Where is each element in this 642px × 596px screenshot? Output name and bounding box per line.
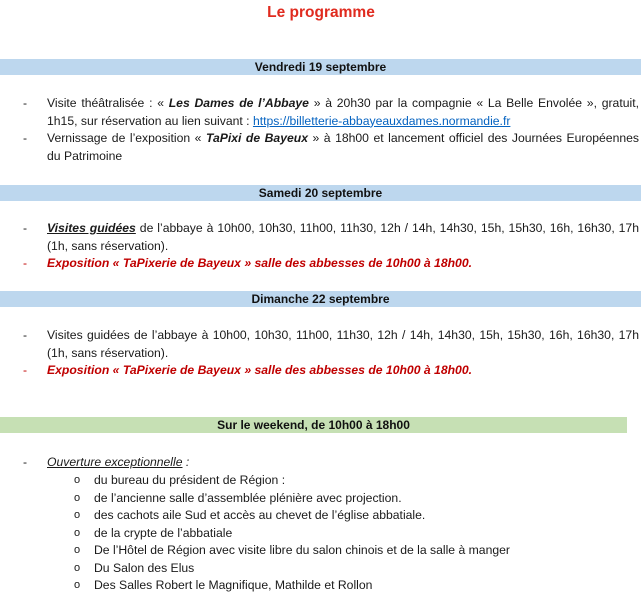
sub-item-text: des cachots aile Sud et accès au chevet de l’église abbatiale. bbox=[94, 508, 426, 522]
item-text: Visite théâtralisée : « bbox=[47, 96, 169, 110]
show-title: Les Dames de l’Abbaye bbox=[168, 96, 309, 110]
day-header-sunday: Dimanche 22 septembre bbox=[0, 291, 641, 307]
dash-bullet: - bbox=[23, 96, 28, 110]
dash-bullet: - bbox=[23, 221, 28, 235]
circle-bullet-icon: o bbox=[74, 561, 81, 574]
item-text: » à 20h30 par la compagnie « La Belle Envolée », gratuit, 1h15, sur réservation au lien suivant : bbox=[47, 96, 639, 128]
item-text: Vernissage de l’exposition « bbox=[47, 131, 206, 145]
list-item bbox=[0, 255, 642, 273]
sub-list-item bbox=[0, 472, 642, 490]
guided-tours-label: Visites guidées bbox=[47, 221, 136, 235]
saturday-list bbox=[0, 220, 642, 273]
sub-item-text: De l’Hôtel de Région avec visite libre du salon chinois et de la salle à manger bbox=[94, 543, 510, 557]
item-text: » à 18h00 et lancement officiel des Journées Européennes du Patrimoine bbox=[47, 131, 639, 163]
circle-bullet-icon: o bbox=[74, 474, 81, 486]
list-item bbox=[0, 130, 642, 165]
list-item bbox=[0, 454, 642, 472]
exhibition-text: Exposition « TaPixerie de Bayeux » salle des abbesses de 10h00 à 18h00. bbox=[47, 256, 472, 270]
day-header-saturday: Samedi 20 septembre bbox=[0, 185, 641, 201]
sub-item-text: de l’ancienne salle d’assemblée plénière avec projection. bbox=[94, 490, 402, 505]
list-item bbox=[0, 95, 642, 130]
sub-list-item bbox=[0, 490, 642, 508]
page-title: Le programme bbox=[267, 4, 375, 21]
sub-item-text: du bureau du président de Région : bbox=[94, 473, 286, 487]
sunday-list bbox=[0, 327, 642, 380]
circle-bullet-icon: o bbox=[74, 579, 81, 591]
sub-list-item bbox=[0, 542, 642, 560]
dash-bullet: - bbox=[23, 131, 28, 145]
opening-sublist bbox=[0, 472, 642, 595]
sub-item-text: de la crypte de l’abbatiale bbox=[94, 525, 233, 540]
circle-bullet-icon: o bbox=[74, 544, 81, 556]
circle-bullet-icon: o bbox=[74, 526, 81, 539]
item-text: Visites guidées de l’abbaye à 10h00, 10h30, 11h00, 11h30, 12h / 14h, 14h30, 15h, 15h30, 16h, 16h30, 17h (1h, sans réservation). bbox=[47, 328, 639, 360]
circle-bullet-icon: o bbox=[74, 509, 81, 521]
list-item bbox=[0, 362, 642, 380]
opening-label: Ouverture exceptionnelle bbox=[47, 455, 183, 469]
dash-bullet: - bbox=[23, 256, 28, 270]
circle-bullet-icon: o bbox=[74, 491, 81, 504]
exhibition-text: Exposition « TaPixerie de Bayeux » salle des abbesses de 10h00 à 18h00. bbox=[47, 363, 472, 377]
sub-list-item bbox=[0, 560, 642, 578]
dash-bullet: - bbox=[23, 363, 28, 377]
ticketing-link[interactable]: https://billetterie-abbayeauxdames.normandie.fr bbox=[252, 113, 511, 128]
weekend-list bbox=[0, 454, 642, 472]
weekend-header: Sur le weekend, de 10h00 à 18h00 bbox=[0, 417, 627, 433]
exhibition-title: TaPixi de Bayeux bbox=[205, 131, 308, 145]
opening-colon: : bbox=[182, 455, 190, 469]
sub-item-text: Du Salon des Elus bbox=[94, 560, 195, 575]
list-item bbox=[0, 220, 642, 255]
sub-item-text: Des Salles Robert le Magnifique, Mathilde et Rollon bbox=[94, 578, 373, 592]
friday-list bbox=[0, 95, 642, 165]
list-item bbox=[0, 327, 642, 362]
item-text: de l’abbaye à 10h00, 10h30, 11h00, 11h30, 12h / 14h, 14h30, 15h, 15h30, 16h, 16h30, 17h (1h, sans réservation). bbox=[47, 221, 639, 253]
sub-list-item bbox=[0, 577, 642, 595]
day-header-friday: Vendredi 19 septembre bbox=[0, 59, 641, 75]
dash-bullet: - bbox=[23, 328, 28, 342]
sub-list-item bbox=[0, 525, 642, 543]
sub-list-item bbox=[0, 507, 642, 525]
dash-bullet: - bbox=[23, 455, 28, 469]
